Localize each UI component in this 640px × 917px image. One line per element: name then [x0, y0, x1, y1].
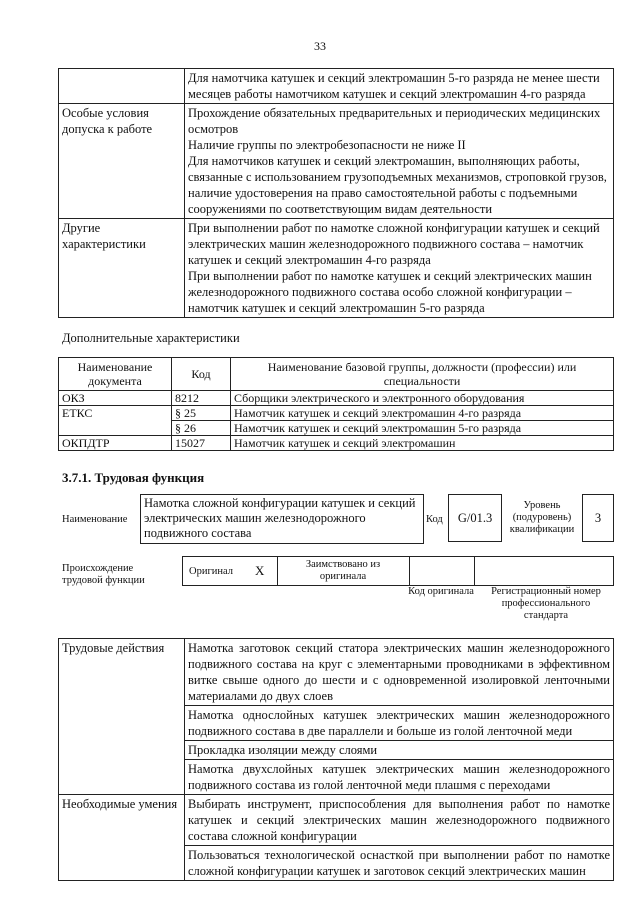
- row-label: Трудовые действия: [59, 639, 185, 795]
- top-table: [58, 68, 614, 318]
- list-item: При выполнении работ по намотке сложной конфигурации катушек и секций электрических машин железнодорожного подвижного состава – намотчик катушек и секций электромашин 4-го разряда: [188, 221, 600, 267]
- table-row: [59, 219, 614, 318]
- column-header: Код: [172, 358, 231, 391]
- column-header: Наименование документа: [59, 358, 172, 391]
- column-header: Наименование базовой группы, должности (профессии) или специальности: [231, 358, 614, 391]
- original-label: Оригинал: [189, 566, 233, 577]
- table-row: [59, 104, 614, 219]
- code-label: Код: [426, 514, 443, 525]
- table-header-row: [59, 358, 614, 391]
- original-mark: X: [255, 563, 265, 578]
- level-label: Уровень (подуровень) квалификации: [509, 500, 575, 535]
- table-row: § 26 Намотчик катушек и секций электромашин 5-го разряда: [59, 421, 614, 436]
- list-item: Пользоваться технологической оснасткой при выполнении работ по намотке сложной конфигурации катушек и заготовок секций электрических машин: [185, 846, 614, 881]
- list-item: Намотка двухслойных катушек электрических машин железнодорожного подвижного состава из голой ленточной меди плашмя с переходами: [185, 760, 614, 795]
- list-item: Для намотчиков катушек и секций электромашин, выполняющих работы, связанные с использованием грузоподъемных механизмов, строповкой грузов, наличие удостоверения на право самостоятельной работы с подъемными сооружениями по соответствующим видам деятельности: [188, 154, 607, 216]
- borrowed-label: Заимствовано из оригинала: [305, 559, 381, 582]
- table-row: ЕТКС § 25 Намотчик катушек и секций электромашин 4-го разряда: [59, 406, 614, 421]
- table-row: ОКПДТР 15027 Намотчик катушек и секций электромашин: [59, 436, 614, 451]
- function-name: Намотка сложной конфигурации катушек и секций электрических машин железнодорожного подвижного состава: [140, 494, 424, 544]
- functions-table: [58, 638, 614, 881]
- list-item: Наличие группы по электробезопасности не ниже II: [188, 138, 466, 152]
- additional-table: [58, 357, 614, 451]
- list-item: Намотка однослойных катушек электрических машин железнодорожного подвижного состава в две параллели и больше из голой ленточной меди: [185, 706, 614, 741]
- level-value: 3: [582, 494, 614, 542]
- origin-label: Происхождение трудовой функции: [62, 563, 145, 586]
- table-row: ОКЗ 8212 Сборщики электрического и электронного оборудования: [59, 391, 614, 406]
- list-item: При выполнении работ по намотке катушек и секций электрических машин железнодорожного подвижного состава особо сложной конфигурации – намотчик катушек и секций электромашин 5-го разряда: [188, 269, 592, 315]
- section-title: 3.7.1. Трудовая функция: [62, 470, 205, 485]
- code-original-label: Код оригинала: [408, 586, 474, 597]
- table-row: [59, 795, 614, 846]
- experience-cell: Для намотчика катушек и секций электромашин 5-го разряда не менее шести месяцев работы намотчиком катушек и секций электромашин 4-го разряда: [185, 69, 614, 104]
- row-label: Особые условия допуска к работе: [59, 104, 185, 219]
- table-row: [59, 69, 614, 104]
- reg-number-label: Регистрационный номер профессионального стандарта: [491, 586, 601, 621]
- table-row: [59, 639, 614, 706]
- page-number: 33: [314, 39, 326, 53]
- row-label: Другие характеристики: [59, 219, 185, 318]
- origin-box: [182, 556, 614, 586]
- additional-title: Дополнительные характеристики: [62, 331, 240, 345]
- list-item: Выбирать инструмент, приспособления для выполнения работ по намотке катушек и секций электрических машин железнодорожного подвижного состава сложной конфигурации: [185, 795, 614, 846]
- function-code: G/01.3: [448, 494, 502, 542]
- list-item: Намотка заготовок секций статора электрических машин железнодорожного подвижного состава на круг с элементарными проводниками в эффективном витке свыше одного до шести и с одновременной изолировкой ленточными материалами до двух слоев: [185, 639, 614, 706]
- list-item: Прокладка изоляции между слоями: [185, 741, 614, 760]
- name-label: Наименование: [62, 514, 128, 525]
- list-item: Прохождение обязательных предварительных и периодических медицинских осмотров: [188, 106, 601, 136]
- row-label: Необходимые умения: [59, 795, 185, 881]
